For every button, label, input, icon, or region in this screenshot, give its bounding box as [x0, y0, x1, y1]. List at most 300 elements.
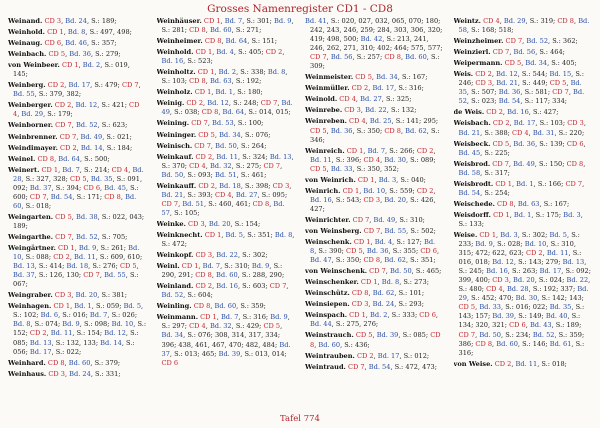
cd-ref[interactable]: CD 2	[195, 152, 213, 161]
volume-ref[interactable]: Bd. 7	[220, 313, 239, 322]
cd-ref[interactable]: CD 2	[492, 119, 510, 128]
cd-ref[interactable]: CD 8	[252, 199, 270, 208]
cd-ref[interactable]: CD 2	[265, 48, 283, 57]
cd-ref[interactable]: CD 6	[419, 311, 436, 320]
volume-ref[interactable]: Bd. 5	[123, 302, 142, 311]
volume-ref[interactable]: Bd. 15	[549, 70, 572, 79]
volume-ref[interactable]: Bd. 51	[214, 170, 237, 179]
cd-ref[interactable]: CD 7	[263, 161, 281, 170]
volume-ref[interactable]: Bd. 10	[524, 240, 547, 249]
cd-ref[interactable]: CD 1	[61, 61, 79, 70]
volume-ref[interactable]: Bd. 34	[525, 59, 548, 68]
volume-ref[interactable]: Bd. 32	[209, 322, 232, 331]
volume-ref[interactable]: Bd. 45	[458, 148, 481, 157]
volume-ref[interactable]: Bd. 12	[104, 329, 126, 338]
cd-ref[interactable]: CD 8	[384, 126, 401, 135]
volume-ref[interactable]: Bd. 54	[498, 97, 521, 106]
volume-ref[interactable]: Bd. 16	[486, 267, 508, 276]
cd-ref[interactable]: CD 7	[260, 99, 278, 108]
cd-ref[interactable]: CD 1	[479, 230, 497, 239]
volume-ref[interactable]: Bd. 28	[506, 285, 529, 294]
volume-ref[interactable]: Bd. 35	[458, 79, 582, 97]
cd-ref[interactable]: CD 8	[557, 17, 574, 25]
volume-ref[interactable]: Bd. 31	[532, 128, 555, 137]
volume-ref[interactable]: Bd. 22	[365, 106, 387, 115]
volume-ref[interactable]: Bd. 17	[377, 351, 400, 360]
volume-ref[interactable]: Bd. 49	[373, 215, 396, 224]
volume-ref[interactable]: Bd. 12	[207, 99, 229, 108]
cd-ref[interactable]: CD 2	[475, 70, 492, 79]
volume-ref[interactable]: Bd. 46	[65, 39, 87, 48]
volume-ref[interactable]: Bd. 34	[376, 73, 398, 82]
volume-ref[interactable]: Bd. 10	[13, 244, 140, 262]
cd-ref[interactable]: CD 7	[55, 121, 72, 130]
cd-ref[interactable]: CD 4	[189, 322, 206, 331]
volume-ref[interactable]: Bd. 29	[503, 17, 526, 25]
volume-ref[interactable]: Bd. 20	[75, 291, 98, 300]
cd-ref[interactable]: CD 3	[48, 369, 65, 378]
volume-ref[interactable]: Bd. 9	[62, 320, 80, 329]
volume-ref[interactable]: Bd. 36	[513, 139, 536, 148]
cd-ref[interactable]: CD 3	[492, 276, 509, 285]
cd-ref[interactable]: CD 1	[200, 313, 217, 322]
cd-ref[interactable]: CD 7	[363, 226, 381, 235]
volume-ref[interactable]: Bd. 10	[363, 186, 386, 195]
cd-ref[interactable]: CD 5	[492, 139, 510, 148]
cd-ref[interactable]: CD 2	[60, 143, 77, 152]
volume-ref[interactable]: Bd. 8	[267, 68, 286, 77]
volume-ref[interactable]: Bd. 22	[566, 276, 589, 285]
volume-ref[interactable]: Bd. 12	[496, 70, 518, 79]
volume-ref[interactable]: Bd. 1	[516, 179, 534, 188]
volume-ref[interactable]: Bd. 64	[222, 108, 245, 117]
volume-ref[interactable]: Bd. 7	[62, 165, 80, 174]
cd-ref[interactable]: CD 8	[37, 154, 55, 163]
volume-ref[interactable]: Bd. 36	[366, 247, 389, 256]
cd-ref[interactable]: CD 6	[44, 39, 62, 48]
volume-ref[interactable]: Bd. 9	[78, 244, 97, 253]
volume-ref[interactable]: Bd. 54	[458, 188, 481, 197]
cd-ref[interactable]: CD 3	[344, 106, 361, 115]
cd-ref[interactable]: CD 1	[342, 186, 360, 195]
volume-ref[interactable]: Bd. 8	[67, 28, 86, 37]
cd-ref[interactable]: CD 7	[492, 48, 510, 57]
volume-ref[interactable]: Bd. 17	[68, 81, 91, 90]
cd-ref[interactable]: CD 2	[416, 146, 434, 155]
cd-ref[interactable]: CD 6	[509, 321, 526, 330]
volume-ref[interactable]: Bd. 37	[29, 183, 52, 192]
cd-ref[interactable]: CD 6	[161, 358, 179, 367]
volume-ref[interactable]: Bd. 27	[360, 95, 382, 104]
volume-ref[interactable]: Bd. 64	[58, 154, 80, 163]
cd-ref[interactable]: CD 7	[505, 37, 523, 46]
volume-ref[interactable]: Bd. 41	[305, 17, 327, 25]
volume-ref[interactable]: Bd. 18	[219, 181, 241, 190]
cd-ref[interactable]: CD 7	[269, 282, 287, 291]
volume-ref[interactable]: Bd. 57	[161, 199, 285, 217]
cd-ref[interactable]: CD 4	[511, 128, 529, 137]
volume-ref[interactable]: Bd. 47	[310, 256, 332, 265]
cd-ref[interactable]: CD 1	[495, 179, 512, 188]
volume-ref[interactable]: Bd. 9	[251, 262, 270, 271]
cd-ref[interactable]: CD 7	[59, 132, 77, 141]
volume-ref[interactable]: Bd. 13	[269, 152, 292, 161]
volume-ref[interactable]: Bd. 52	[458, 88, 585, 106]
volume-ref[interactable]: Bd. 16	[161, 57, 184, 66]
volume-ref[interactable]: Bd. 8	[310, 238, 436, 256]
cd-ref[interactable]: CD 3	[44, 17, 62, 25]
volume-ref[interactable]: Bd. 50	[215, 141, 237, 150]
cd-ref[interactable]: CD 5	[355, 331, 373, 340]
cd-ref[interactable]: CD 1	[357, 175, 375, 184]
cd-ref[interactable]: CD 8	[193, 302, 211, 311]
volume-ref[interactable]: Bd. 62	[372, 289, 395, 298]
volume-ref[interactable]: Bd. 56	[330, 53, 353, 62]
cd-ref[interactable]: CD 1	[349, 311, 366, 320]
volume-ref[interactable]: Bd. 50	[390, 267, 412, 276]
cd-ref[interactable]: CD 1	[346, 146, 364, 155]
cd-ref[interactable]: CD 1	[58, 244, 75, 253]
cd-ref[interactable]: CD 5	[119, 262, 137, 271]
cd-ref[interactable]: CD 6	[83, 183, 101, 192]
volume-ref[interactable]: Bd. 10	[111, 320, 134, 329]
volume-ref[interactable]: Bd. 50	[479, 330, 501, 339]
cd-ref[interactable]: CD 5	[198, 130, 215, 139]
volume-ref[interactable]: Bd. 9	[270, 313, 288, 322]
volume-ref[interactable]: Bd. 20	[513, 276, 535, 285]
cd-ref[interactable]: CD 2	[29, 329, 47, 338]
volume-ref[interactable]: Bd. 60	[13, 192, 137, 210]
cd-ref[interactable]: CD 7	[352, 215, 370, 224]
volume-ref[interactable]: Bd. 18	[66, 262, 89, 271]
volume-ref[interactable]: Bd. 33	[479, 303, 501, 312]
volume-ref[interactable]: Bd. 60	[214, 302, 237, 311]
volume-ref[interactable]: Bd. 13	[562, 258, 585, 267]
cd-ref[interactable]: CD 5	[48, 50, 66, 59]
volume-ref[interactable]: Bd. 9	[475, 240, 493, 249]
cd-ref[interactable]: CD 8	[189, 26, 206, 35]
volume-ref[interactable]: Bd. 60	[216, 271, 238, 280]
volume-ref[interactable]: Bd. 13	[13, 262, 35, 271]
volume-ref[interactable]: Bd. 52	[532, 330, 555, 339]
cd-ref[interactable]: CD 5	[55, 212, 72, 221]
cd-ref[interactable]: CD 1	[493, 210, 510, 219]
cd-ref[interactable]: CD 5	[355, 73, 372, 82]
volume-ref[interactable]: Bd. 21	[161, 190, 184, 199]
volume-ref[interactable]: Bd. 50	[161, 170, 184, 179]
volume-ref[interactable]: Bd. 39	[492, 312, 514, 321]
volume-ref[interactable]: Bd. 52	[76, 232, 98, 241]
volume-ref[interactable]: Bd. 8	[274, 230, 293, 239]
volume-ref[interactable]: Bd. 27	[235, 190, 258, 199]
volume-ref[interactable]: Bd. 58	[458, 168, 481, 177]
volume-ref[interactable]: Bd. 32	[209, 161, 232, 170]
cd-ref[interactable]: CD 5	[310, 164, 327, 173]
volume-ref[interactable]: Bd. 55	[13, 90, 35, 99]
volume-ref[interactable]: Bd. 44	[310, 320, 332, 329]
cd-ref[interactable]: CD 1	[197, 68, 215, 77]
volume-ref[interactable]: Bd. 49	[513, 159, 535, 168]
cd-ref[interactable]: CD 8	[195, 271, 212, 280]
cd-ref[interactable]: CD 1	[204, 230, 222, 239]
cd-ref[interactable]: CD 7	[194, 141, 211, 150]
volume-ref[interactable]: Bd. 36	[330, 126, 353, 135]
cd-ref[interactable]: CD 5	[549, 79, 567, 88]
volume-ref[interactable]: Bd. 16	[216, 282, 238, 291]
cd-ref[interactable]: CD 4	[111, 165, 129, 174]
cd-ref[interactable]: CD 3	[272, 181, 290, 190]
cd-ref[interactable]: CD 8	[363, 256, 381, 265]
volume-ref[interactable]: Bd. 60	[496, 339, 518, 348]
cd-ref[interactable]: CD 7	[161, 199, 179, 208]
register-entry: Weindimayer. CD 2, Bd. 14, S.: 184;	[8, 143, 133, 152]
cd-ref[interactable]: CD 2	[494, 359, 512, 368]
volume-ref[interactable]: Bd. 36	[69, 50, 91, 59]
volume-ref[interactable]: Bd. 52	[526, 37, 549, 46]
volume-ref[interactable]: Bd. 1	[513, 210, 532, 219]
volume-ref[interactable]: Bd. 3	[563, 210, 581, 219]
volume-ref[interactable]: Bd. 22	[216, 251, 238, 260]
cd-ref[interactable]: CD 7	[55, 232, 72, 241]
volume-ref[interactable]: Bd. 14	[80, 143, 103, 152]
cd-ref[interactable]: CD 5	[69, 174, 87, 183]
cd-ref[interactable]: CD 3	[567, 119, 584, 128]
volume-ref[interactable]: Bd. 13	[29, 338, 52, 347]
volume-ref[interactable]: Bd. 11	[310, 155, 332, 164]
cd-ref[interactable]: CD 7	[310, 53, 327, 62]
cd-ref[interactable]: CD 7	[29, 192, 47, 201]
volume-ref[interactable]: Bd. 2	[370, 311, 388, 320]
volume-ref[interactable]: Bd. 37	[13, 271, 35, 280]
cd-ref[interactable]: CD 6	[420, 247, 437, 256]
volume-ref[interactable]: Bd. 2	[82, 61, 101, 70]
volume-ref[interactable]: Bd. 39	[376, 331, 399, 340]
cd-ref[interactable]: CD 2	[47, 81, 65, 90]
volume-ref[interactable]: Bd. 24	[69, 369, 91, 378]
cd-ref[interactable]: CD 3	[195, 251, 213, 260]
volume-ref[interactable]: Bd. 52	[161, 291, 184, 300]
cd-ref[interactable]: CD 8	[189, 77, 206, 86]
cd-ref[interactable]: CD 8	[497, 199, 514, 208]
volume-ref[interactable]: Bd. 8	[381, 278, 400, 287]
cd-ref[interactable]: CD 1	[353, 238, 371, 247]
volume-ref[interactable]: Bd. 60	[68, 358, 91, 367]
cd-ref[interactable]: CD 5	[310, 126, 327, 135]
volume-ref[interactable]: Bd. 25	[369, 117, 392, 126]
cd-ref[interactable]: CD 8	[351, 289, 369, 298]
volume-ref[interactable]: Bd. 29	[21, 110, 44, 119]
volume-ref[interactable]: Bd. 42	[360, 35, 383, 44]
volume-ref[interactable]: Bd. 17	[539, 267, 562, 276]
cd-ref[interactable]: CD 3	[188, 219, 205, 228]
volume-ref[interactable]: Bd. 60	[209, 26, 232, 35]
volume-ref[interactable]: Bd. 55	[384, 226, 407, 235]
cd-ref[interactable]: CD 5	[263, 322, 281, 331]
cd-ref[interactable]: CD 2	[198, 181, 215, 190]
volume-ref[interactable]: Bd. 37	[161, 340, 291, 358]
volume-ref[interactable]: Bd. 1	[215, 88, 234, 97]
cd-ref[interactable]: CD 2	[54, 101, 72, 110]
cd-ref[interactable]: CD 7	[458, 330, 476, 339]
volume-ref[interactable]: Bd. 40	[545, 312, 568, 321]
cd-ref[interactable]: CD 3	[475, 79, 493, 88]
volume-ref[interactable]: Bd. 58	[458, 17, 590, 35]
volume-ref[interactable]: Bd. 17	[372, 84, 395, 93]
cd-ref[interactable]: CD 8	[104, 192, 121, 201]
volume-ref[interactable]: Bd. 62	[384, 256, 406, 265]
volume-ref[interactable]: Bd. 11	[74, 253, 96, 262]
volume-ref[interactable]: Bd. 30	[515, 294, 538, 303]
cd-ref[interactable]: CD 2	[195, 282, 213, 291]
volume-ref[interactable]: Bd. 62	[405, 126, 427, 135]
volume-ref[interactable]: Bd. 24	[65, 17, 87, 25]
volume-ref[interactable]: Bd. 63	[517, 199, 540, 208]
cd-ref[interactable]: CD 5	[504, 59, 522, 68]
cd-ref[interactable]: CD 6	[566, 139, 584, 148]
volume-ref[interactable]: Bd. 30	[384, 155, 406, 164]
volume-ref[interactable]: Bd. 20	[384, 195, 406, 204]
volume-ref[interactable]: Bd. 60	[318, 340, 341, 349]
volume-ref[interactable]: Bd. 64	[225, 37, 248, 46]
volume-ref[interactable]: Bd. 11	[515, 359, 538, 368]
volume-ref[interactable]: Bd. 55	[104, 271, 126, 280]
volume-ref[interactable]: Bd. 11	[50, 329, 73, 338]
volume-ref[interactable]: Bd. 49	[80, 132, 103, 141]
cd-ref[interactable]: CD 2	[356, 351, 374, 360]
volume-ref[interactable]: Bd. 63	[209, 77, 232, 86]
cd-ref[interactable]: CD 7	[369, 267, 386, 276]
volume-ref[interactable]: Bd. 3	[378, 175, 397, 184]
cd-ref[interactable]: CD 4	[189, 161, 206, 170]
cd-ref[interactable]: CD 2	[526, 249, 543, 258]
cd-ref[interactable]: CD 4	[483, 17, 500, 25]
cd-ref[interactable]: CD 1	[41, 165, 59, 174]
volume-ref[interactable]: Bd. 34	[161, 331, 184, 340]
volume-ref[interactable]: Bd. 7	[367, 146, 386, 155]
cd-ref[interactable]: CD 5	[346, 247, 363, 256]
cd-ref[interactable]: CD 7	[121, 81, 139, 90]
volume-ref[interactable]: Bd. 35	[549, 303, 572, 312]
volume-ref[interactable]: Bd. 33	[330, 164, 353, 173]
volume-ref[interactable]: Bd. 51	[182, 199, 204, 208]
cd-ref[interactable]: CD 2	[351, 84, 369, 93]
cd-ref[interactable]: CD 1	[194, 88, 212, 97]
volume-ref[interactable]: Bd. 12	[492, 258, 514, 267]
cd-ref[interactable]: CD 7	[492, 159, 509, 168]
volume-ref[interactable]: Bd. 14	[100, 338, 122, 347]
cd-ref[interactable]: CD 2	[416, 186, 434, 195]
cd-ref[interactable]: CD 4	[349, 117, 366, 126]
volume-ref[interactable]: Bd. 45	[104, 183, 126, 192]
cd-ref[interactable]: CD 4	[13, 101, 140, 119]
cd-ref[interactable]: CD 8	[475, 339, 493, 348]
volume-ref[interactable]: Bd. 36	[498, 88, 521, 97]
cd-ref[interactable]: CD 7	[565, 179, 583, 188]
cd-ref[interactable]: CD 8	[566, 159, 584, 168]
volume-ref[interactable]: Bd. 7	[89, 311, 108, 320]
volume-ref[interactable]: Bd. 3	[500, 230, 518, 239]
volume-ref[interactable]: Bd. 5	[225, 230, 243, 239]
cd-ref[interactable]: CD 7	[347, 362, 365, 371]
volume-ref[interactable]: Bd. 54	[368, 362, 391, 371]
volume-ref[interactable]: Bd. 24	[372, 300, 395, 309]
volume-ref[interactable]: Bd. 4	[216, 48, 234, 57]
cd-ref[interactable]: CD 4	[339, 95, 356, 104]
cd-ref[interactable]: CD 8	[384, 53, 401, 62]
volume-ref[interactable]: Bd. 56	[513, 48, 536, 57]
volume-ref[interactable]: Bd. 17	[513, 119, 536, 128]
cd-ref[interactable]: CD 8	[204, 37, 222, 46]
cd-ref[interactable]: CD 5	[458, 303, 476, 312]
volume-ref[interactable]: Bd. 35	[90, 174, 113, 183]
cd-ref[interactable]: CD 8	[47, 358, 65, 367]
volume-ref[interactable]: Bd. 9	[274, 17, 292, 25]
volume-ref[interactable]: Bd. 43	[529, 321, 552, 330]
volume-ref[interactable]: Bd. 61	[549, 339, 572, 348]
cd-ref[interactable]: CD 2	[53, 253, 70, 262]
volume-ref[interactable]: Bd. 34	[219, 130, 241, 139]
volume-ref[interactable]: Bd. 5	[549, 230, 567, 239]
volume-ref[interactable]: Bd. 7	[202, 262, 221, 271]
volume-ref[interactable]: Bd. 12	[75, 101, 98, 110]
cd-ref[interactable]: CD 1	[195, 48, 213, 57]
cd-ref[interactable]: CD 3	[351, 300, 369, 309]
volume-ref[interactable]: Bd. 11	[546, 249, 569, 258]
cd-ref[interactable]: CD 1	[47, 28, 64, 37]
cd-ref[interactable]: CD 7	[83, 271, 100, 280]
volume-ref[interactable]: Bd. 11	[216, 152, 238, 161]
cd-ref[interactable]: CD 8	[310, 331, 441, 349]
volume-ref[interactable]: Bd. 16	[507, 108, 529, 117]
cd-ref[interactable]: CD 7	[191, 119, 208, 128]
volume-ref[interactable]: Bd. 16	[310, 195, 332, 204]
cd-ref[interactable]: CD 3	[54, 291, 72, 300]
volume-ref[interactable]: Bd. 4	[374, 238, 393, 247]
volume-ref[interactable]: Bd. 60	[405, 53, 427, 62]
cd-ref[interactable]: CD 4	[486, 285, 503, 294]
volume-ref[interactable]: Bd. 53	[212, 119, 234, 128]
volume-ref[interactable]: Bd. 49	[161, 99, 293, 117]
cd-ref[interactable]: CD 7	[552, 88, 569, 97]
volume-ref[interactable]: Bd. 7	[224, 17, 243, 25]
volume-ref[interactable]: Bd. 39	[218, 349, 241, 358]
volume-ref[interactable]: Bd. 21	[496, 79, 518, 88]
volume-ref[interactable]: Bd. 1	[74, 302, 92, 311]
volume-ref[interactable]: Bd. 6	[40, 311, 59, 320]
cd-ref[interactable]: CD 1	[53, 302, 71, 311]
cd-ref[interactable]: CD 1	[360, 278, 378, 287]
volume-ref[interactable]: Bd. 38	[76, 212, 98, 221]
volume-ref[interactable]: Bd. 52	[75, 121, 98, 130]
volume-ref[interactable]: Bd. 17	[29, 347, 52, 356]
volume-ref[interactable]: Bd. 20	[208, 219, 231, 228]
page-ref: S.: 310, 315; 472; 622, 623;	[458, 240, 576, 258]
volume-ref[interactable]: Bd. 8	[13, 320, 31, 329]
cd-ref[interactable]: CD 1	[181, 262, 199, 271]
volume-ref[interactable]: Bd. 54	[50, 192, 73, 201]
cd-ref[interactable]: CD 2	[186, 99, 204, 108]
volume-ref[interactable]: Bd. 29	[458, 285, 589, 303]
cd-ref[interactable]: CD 4	[363, 155, 381, 164]
cd-ref[interactable]: CD 2	[486, 108, 503, 117]
volume-ref[interactable]: Bd. 21	[458, 128, 481, 137]
volume-ref[interactable]: Bd. 2	[218, 68, 237, 77]
cd-ref[interactable]: CD 4	[214, 190, 232, 199]
volume-ref[interactable]: Bd. 28	[13, 165, 144, 183]
cd-ref[interactable]: CD 3	[363, 195, 381, 204]
cd-ref[interactable]: CD 8	[201, 108, 219, 117]
cd-ref[interactable]: CD 1	[203, 17, 221, 25]
